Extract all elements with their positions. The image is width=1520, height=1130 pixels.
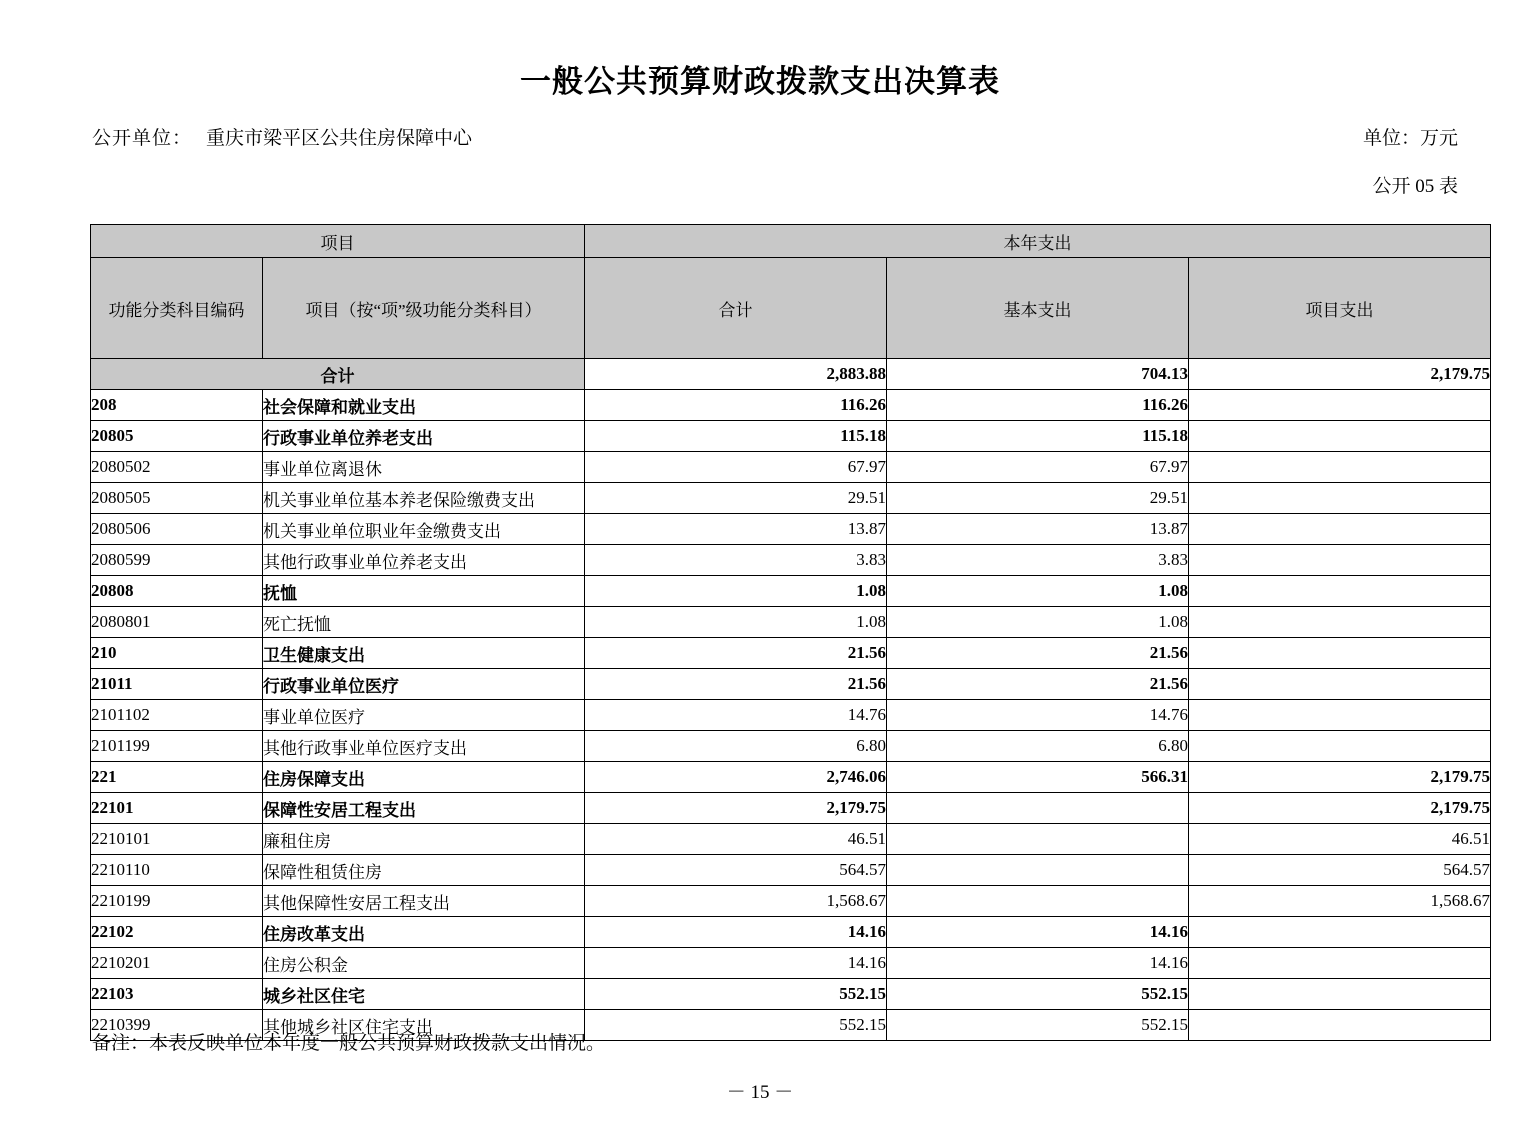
row-code: 2210399 [91,1010,263,1041]
row-total: 14.76 [585,700,887,731]
row-total: 1.08 [585,607,887,638]
unit-value: 重庆市梁平区公共住房保障中心 [206,128,473,149]
row-name: 卫生健康支出 [263,638,585,669]
row-total: 1.08 [585,576,887,607]
table-row [91,483,1491,514]
row-total: 67.97 [585,452,887,483]
row-total: 564.57 [585,855,887,886]
row-name: 其他城乡社区住宅支出 [263,1010,585,1041]
row-basic: 14.16 [887,917,1189,948]
row-total: 3.83 [585,545,887,576]
row-basic: 6.80 [887,731,1189,762]
row-code: 2101102 [91,700,263,731]
total-sum: 2,883.88 [585,359,887,390]
budget-table [90,224,1491,1041]
row-basic: 14.16 [887,948,1189,979]
table-row-total [91,359,1491,390]
header-item-group: 项目 [91,225,585,258]
row-basic [887,824,1189,855]
row-project [1189,638,1491,669]
row-total: 6.80 [585,731,887,762]
row-project [1189,576,1491,607]
row-total: 115.18 [585,421,887,452]
row-basic: 67.97 [887,452,1189,483]
form-number: 公开 05 表 [1372,176,1458,197]
header-col-code: 功能分类科目编码 [91,258,263,359]
row-total: 21.56 [585,669,887,700]
page-title: 一般公共预算财政拨款支出决算表 [520,64,1000,99]
row-basic: 29.51 [887,483,1189,514]
row-basic: 116.26 [887,390,1189,421]
row-code: 2080502 [91,452,263,483]
row-total: 552.15 [585,979,887,1010]
row-name: 事业单位医疗 [263,700,585,731]
row-project [1189,452,1491,483]
row-name: 保障性安居工程支出 [263,793,585,824]
row-basic: 3.83 [887,545,1189,576]
row-code: 2210201 [91,948,263,979]
table-row [91,731,1491,762]
header-col-basic: 基本支出 [887,258,1189,359]
row-code: 2080505 [91,483,263,514]
row-basic: 14.76 [887,700,1189,731]
row-basic: 1.08 [887,576,1189,607]
row-project [1189,669,1491,700]
table-note: 备注：本表反映单位本年度一般公共预算财政拨款支出情况。 [92,1033,606,1054]
row-name: 其他行政事业单位医疗支出 [263,731,585,762]
row-name: 住房改革支出 [263,917,585,948]
row-code: 20808 [91,576,263,607]
row-total: 21.56 [585,638,887,669]
row-code: 208 [91,390,263,421]
table-row [91,793,1491,824]
table-row [91,669,1491,700]
row-name: 行政事业单位养老支出 [263,421,585,452]
table-row [91,855,1491,886]
row-name: 机关事业单位基本养老保险缴费支出 [263,483,585,514]
row-basic: 1.08 [887,607,1189,638]
row-name: 事业单位离退休 [263,452,585,483]
table-row [91,545,1491,576]
row-project [1189,607,1491,638]
row-total: 14.16 [585,948,887,979]
row-project [1189,948,1491,979]
table-row [91,607,1491,638]
table-header-row [91,258,1491,359]
row-basic: 21.56 [887,638,1189,669]
row-code: 2210199 [91,886,263,917]
amount-unit: 单位：万元 [1362,128,1458,149]
header-col-project: 项目支出 [1189,258,1491,359]
row-total: 1,568.67 [585,886,887,917]
table-row [91,824,1491,855]
row-total: 552.15 [585,1010,887,1041]
row-total: 2,746.06 [585,762,887,793]
row-total: 13.87 [585,514,887,545]
row-project [1189,483,1491,514]
row-basic: 552.15 [887,979,1189,1010]
row-name: 住房公积金 [263,948,585,979]
table-row [91,948,1491,979]
row-code: 221 [91,762,263,793]
row-project [1189,979,1491,1010]
table-row [91,700,1491,731]
table-row [91,421,1491,452]
row-name: 城乡社区住宅 [263,979,585,1010]
page-number: － 15 － [726,1082,794,1103]
row-name: 其他行政事业单位养老支出 [263,545,585,576]
row-project [1189,731,1491,762]
row-project: 564.57 [1189,855,1491,886]
unit-line [92,123,472,150]
row-project [1189,917,1491,948]
row-total: 29.51 [585,483,887,514]
row-name: 死亡抚恤 [263,607,585,638]
row-project [1189,700,1491,731]
table-body [91,359,1491,1041]
table-row [91,390,1491,421]
row-name: 保障性租赁住房 [263,855,585,886]
row-name: 行政事业单位医疗 [263,669,585,700]
row-basic: 115.18 [887,421,1189,452]
total-label: 合计 [91,359,585,390]
table-row [91,917,1491,948]
row-code: 22103 [91,979,263,1010]
row-basic: 21.56 [887,669,1189,700]
row-project: 2,179.75 [1189,793,1491,824]
table-row [91,886,1491,917]
header-col-name: 项目（按“项”级功能分类科目） [263,258,585,359]
row-project: 1,568.67 [1189,886,1491,917]
row-name: 其他保障性安居工程支出 [263,886,585,917]
table-row [91,979,1491,1010]
table-header-group-row [91,225,1491,258]
header-col-total: 合计 [585,258,887,359]
row-code: 22101 [91,793,263,824]
row-code: 2210101 [91,824,263,855]
row-code: 2101199 [91,731,263,762]
row-name: 社会保障和就业支出 [263,390,585,421]
row-total: 46.51 [585,824,887,855]
row-project: 46.51 [1189,824,1491,855]
row-basic: 566.31 [887,762,1189,793]
row-code: 20805 [91,421,263,452]
row-code: 2210110 [91,855,263,886]
row-total: 2,179.75 [585,793,887,824]
table-row [91,576,1491,607]
row-project [1189,421,1491,452]
row-code: 210 [91,638,263,669]
document-page [0,56,1520,1130]
row-name: 机关事业单位职业年金缴费支出 [263,514,585,545]
row-basic: 13.87 [887,514,1189,545]
row-name: 廉租住房 [263,824,585,855]
row-basic: 552.15 [887,1010,1189,1041]
row-total: 116.26 [585,390,887,421]
row-code: 22102 [91,917,263,948]
row-total: 14.16 [585,917,887,948]
row-name: 住房保障支出 [263,762,585,793]
meta-row [0,123,1520,149]
row-code: 2080801 [91,607,263,638]
row-code: 2080506 [91,514,263,545]
row-project: 2,179.75 [1189,762,1491,793]
table-row [91,452,1491,483]
total-project: 2,179.75 [1189,359,1491,390]
header-current-year-group: 本年支出 [585,225,1491,258]
row-code: 21011 [91,669,263,700]
row-project [1189,1010,1491,1041]
total-basic: 704.13 [887,359,1189,390]
row-code: 2080599 [91,545,263,576]
row-name: 抚恤 [263,576,585,607]
row-project [1189,390,1491,421]
row-basic [887,886,1189,917]
row-basic [887,793,1189,824]
table-row [91,638,1491,669]
table-row [91,514,1491,545]
row-project [1189,514,1491,545]
table-row [91,762,1491,793]
unit-label: 公开单位： [92,128,193,149]
row-project [1189,545,1491,576]
row-basic [887,855,1189,886]
